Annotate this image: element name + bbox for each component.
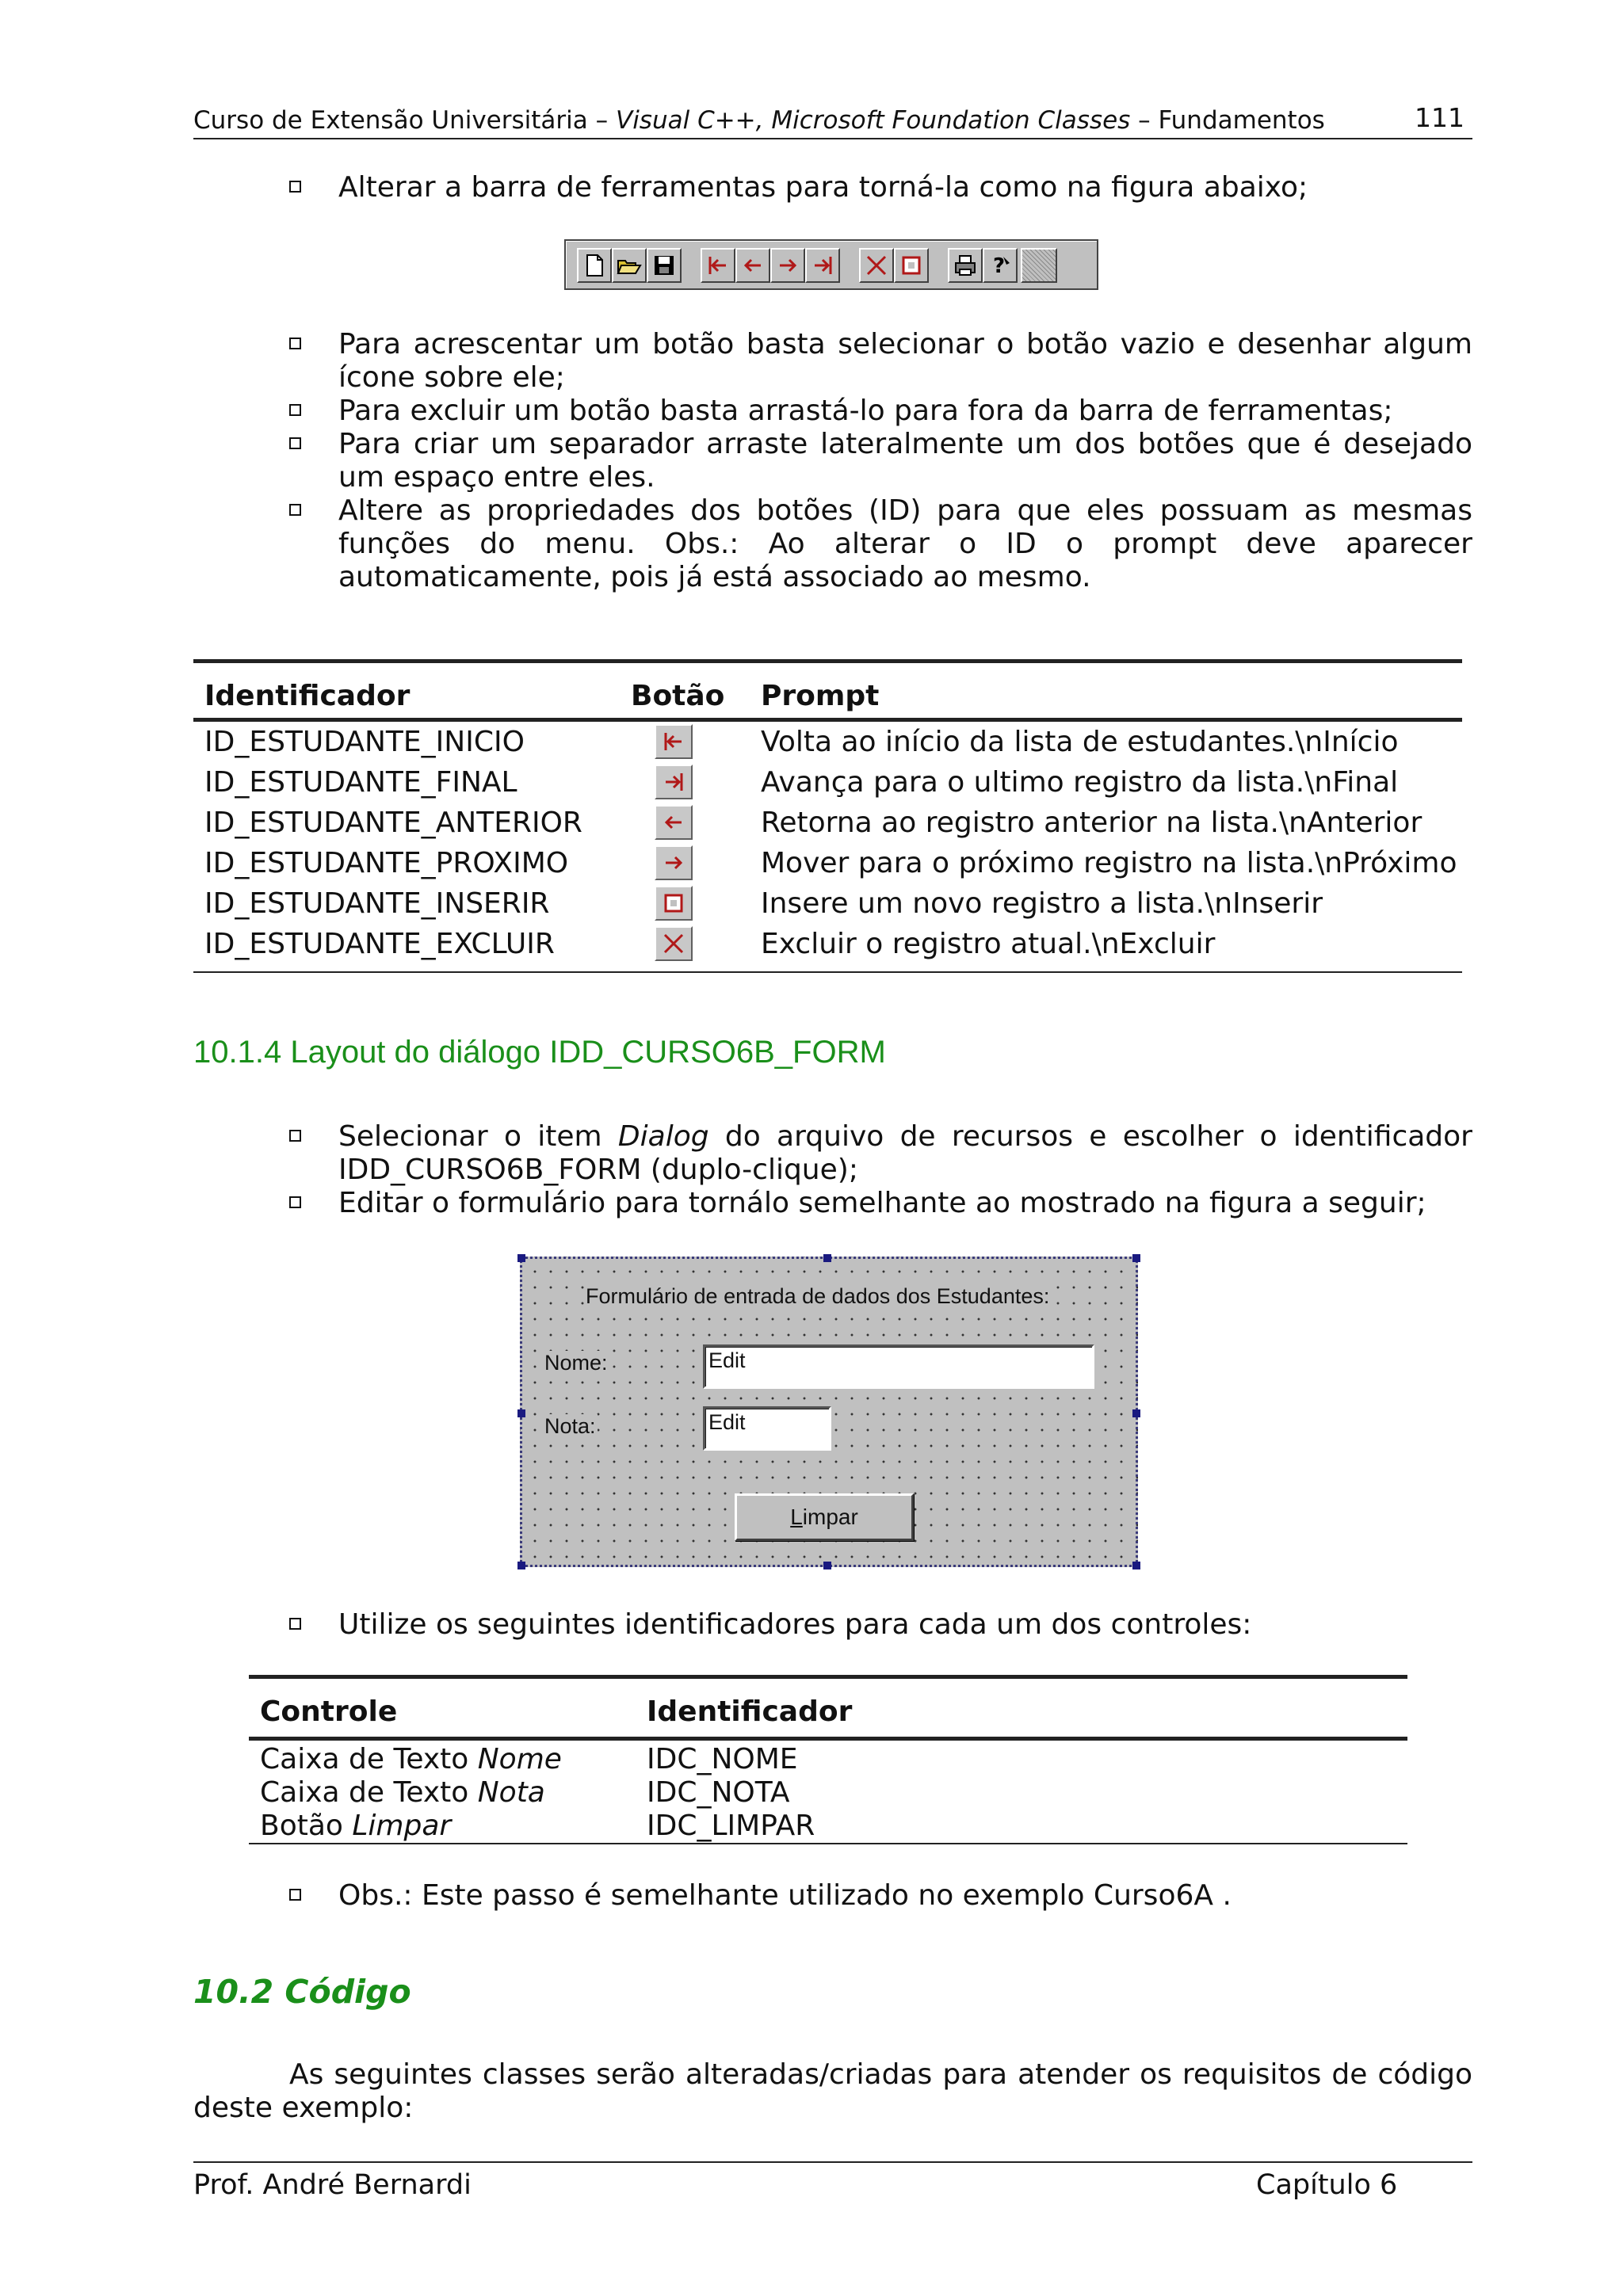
table-cell: ID_ESTUDANTE_ANTERIOR [204,807,582,839]
help-icon [983,248,1018,283]
nome-input[interactable]: Edit [703,1344,1094,1389]
table-cell: Caixa de Texto Nome [260,1743,562,1775]
bullet-item: Para excluir um botão basta arrastá-lo para fora da barra de ferramentas; [289,395,1472,428]
table-cell: Insere um novo registro a lista.\nInserir [761,887,1323,920]
bullet-item: Altere as propriedades dos botões (ID) para que eles possuam as mesmas funções do menu. Obs.: Ao alterar o ID o prompt deve aparecer automaticamente, pois já está associado ao mesmo. [289,494,1472,594]
bullet-item: Alterar a barra de ferramentas para torná-la como na figura abaixo; [289,171,1472,206]
table-cell: Avança para o ultimo registro da lista.\nFinal [761,766,1399,799]
insert-square-icon [655,886,693,921]
column-header: Prompt [761,680,880,712]
table-cell: Volta ao início da lista de estudantes.\nInício [761,726,1399,758]
svg-text:?: ? [993,254,1006,277]
table-rule [249,1675,1407,1679]
nota-label: Nota: [544,1414,596,1438]
footer-rule [193,2161,1472,2163]
table-cell: Excluir o registro atual.\nExcluir [761,928,1216,960]
last-record-icon [655,765,693,799]
table-cell: ID_ESTUDANTE_PROXIMO [204,847,569,879]
nome-label: Nome: [544,1351,608,1375]
last-record-icon [805,248,840,283]
dialog-figure [520,1257,1138,1567]
bullet-item: Obs.: Este passo é semelhante utilizado no exemplo Curso6A . [289,1879,1472,1913]
checkbox-bullet-icon [289,338,301,349]
column-header: Identificador [204,680,411,712]
table-cell: ID_ESTUDANTE_INICIO [204,726,525,758]
bullet-item: Editar o formulário para tornálo semelhante ao mostrado na figura a seguir; [289,1187,1472,1220]
table-cell: ID_ESTUDANTE_EXCLUIR [204,928,555,960]
resize-handle [1132,1562,1140,1569]
resize-handle [517,1254,525,1262]
table-cell: Mover para o próximo registro na lista.\nPróximo [761,847,1457,879]
checkbox-bullet-icon [289,1889,301,1901]
checkbox-bullet-icon [289,1618,301,1630]
new-file-icon [577,248,612,283]
dialog-caption: Formulário de entrada de dados dos Estudantes: [586,1284,1050,1308]
page-header [193,97,1472,139]
insert-square-icon [894,248,929,283]
resize-handle [517,1562,525,1569]
table-cell: Botão Limpar [260,1810,452,1842]
bullet-item: Para criar um separador arraste lateralmente um dos botões que é desejado um espaço entre eles. [289,428,1472,494]
table-cell: ID_ESTUDANTE_FINAL [204,766,517,799]
save-disk-icon [647,248,682,283]
footer-chapter: Capítulo 6 [1256,2169,1398,2201]
table-rule [249,1737,1407,1741]
resize-handle [1132,1409,1140,1417]
checkbox-bullet-icon [289,1196,301,1208]
bullet-item: Selecionar o item Dialog do arquivo de recursos e escolher o identificador IDD_CURSO6B_FORM (duplo-clique); [289,1120,1472,1187]
checkbox-bullet-icon [289,181,301,193]
previous-record-icon [655,805,693,840]
column-header: Botão [631,680,725,712]
section-heading: 10.1.4 Layout do diálogo IDD_CURSO6B_FORM [193,1035,886,1070]
checkbox-bullet-icon [289,504,301,516]
table-cell: Caixa de Texto Nota [260,1776,545,1809]
table-cell: Retorna ao registro anterior na lista.\nAnterior [761,807,1423,839]
table-rule [249,1843,1407,1844]
table-cell: IDC_LIMPAR [647,1810,815,1842]
resize-handle [1132,1254,1140,1262]
table-rule [193,718,1462,722]
table-cell: ID_ESTUDANTE_INSERIR [204,887,550,920]
delete-x-icon [655,926,693,961]
column-header: Identificador [647,1695,853,1728]
footer-author: Prof. André Bernardi [193,2169,472,2201]
next-record-icon [770,248,805,283]
page-number: 111 [1415,102,1465,133]
previous-record-icon [735,248,770,283]
body-paragraph: As seguintes classes serão alteradas/criadas para atender os requisitos de código deste exemplo: [193,2058,1472,2124]
column-header: Controle [260,1695,398,1728]
delete-x-icon [859,248,894,283]
table-cell: IDC_NOTA [647,1776,790,1809]
empty-button-icon [1021,248,1057,283]
resize-handle [823,1562,831,1569]
checkbox-bullet-icon [289,1130,301,1142]
checkbox-bullet-icon [289,437,301,449]
next-record-icon [655,845,693,880]
toolbar-figure [564,239,1098,290]
checkbox-bullet-icon [289,404,301,416]
bullet-item: Utilize os seguintes identificadores para cada um dos controles: [289,1608,1472,1642]
table-rule [193,971,1462,973]
resize-handle [517,1409,525,1417]
first-record-icon [701,248,735,283]
first-record-icon [655,724,693,759]
header-title: Curso de Extensão Universitária – Visual C++, Microsoft Foundation Classes – Fundamentos [193,106,1325,135]
table-cell: IDC_NOME [647,1743,798,1775]
section-heading: 10.2 Código [193,1973,411,2011]
bullet-item: Para acrescentar um botão basta selecionar o botão vazio e desenhar algum ícone sobre ele; [289,328,1472,395]
nota-input[interactable]: Edit [703,1406,831,1451]
limpar-button[interactable]: L impar [735,1493,914,1541]
table-rule [193,659,1462,663]
open-folder-icon [612,248,647,283]
resize-handle [823,1254,831,1262]
print-icon [948,248,983,283]
